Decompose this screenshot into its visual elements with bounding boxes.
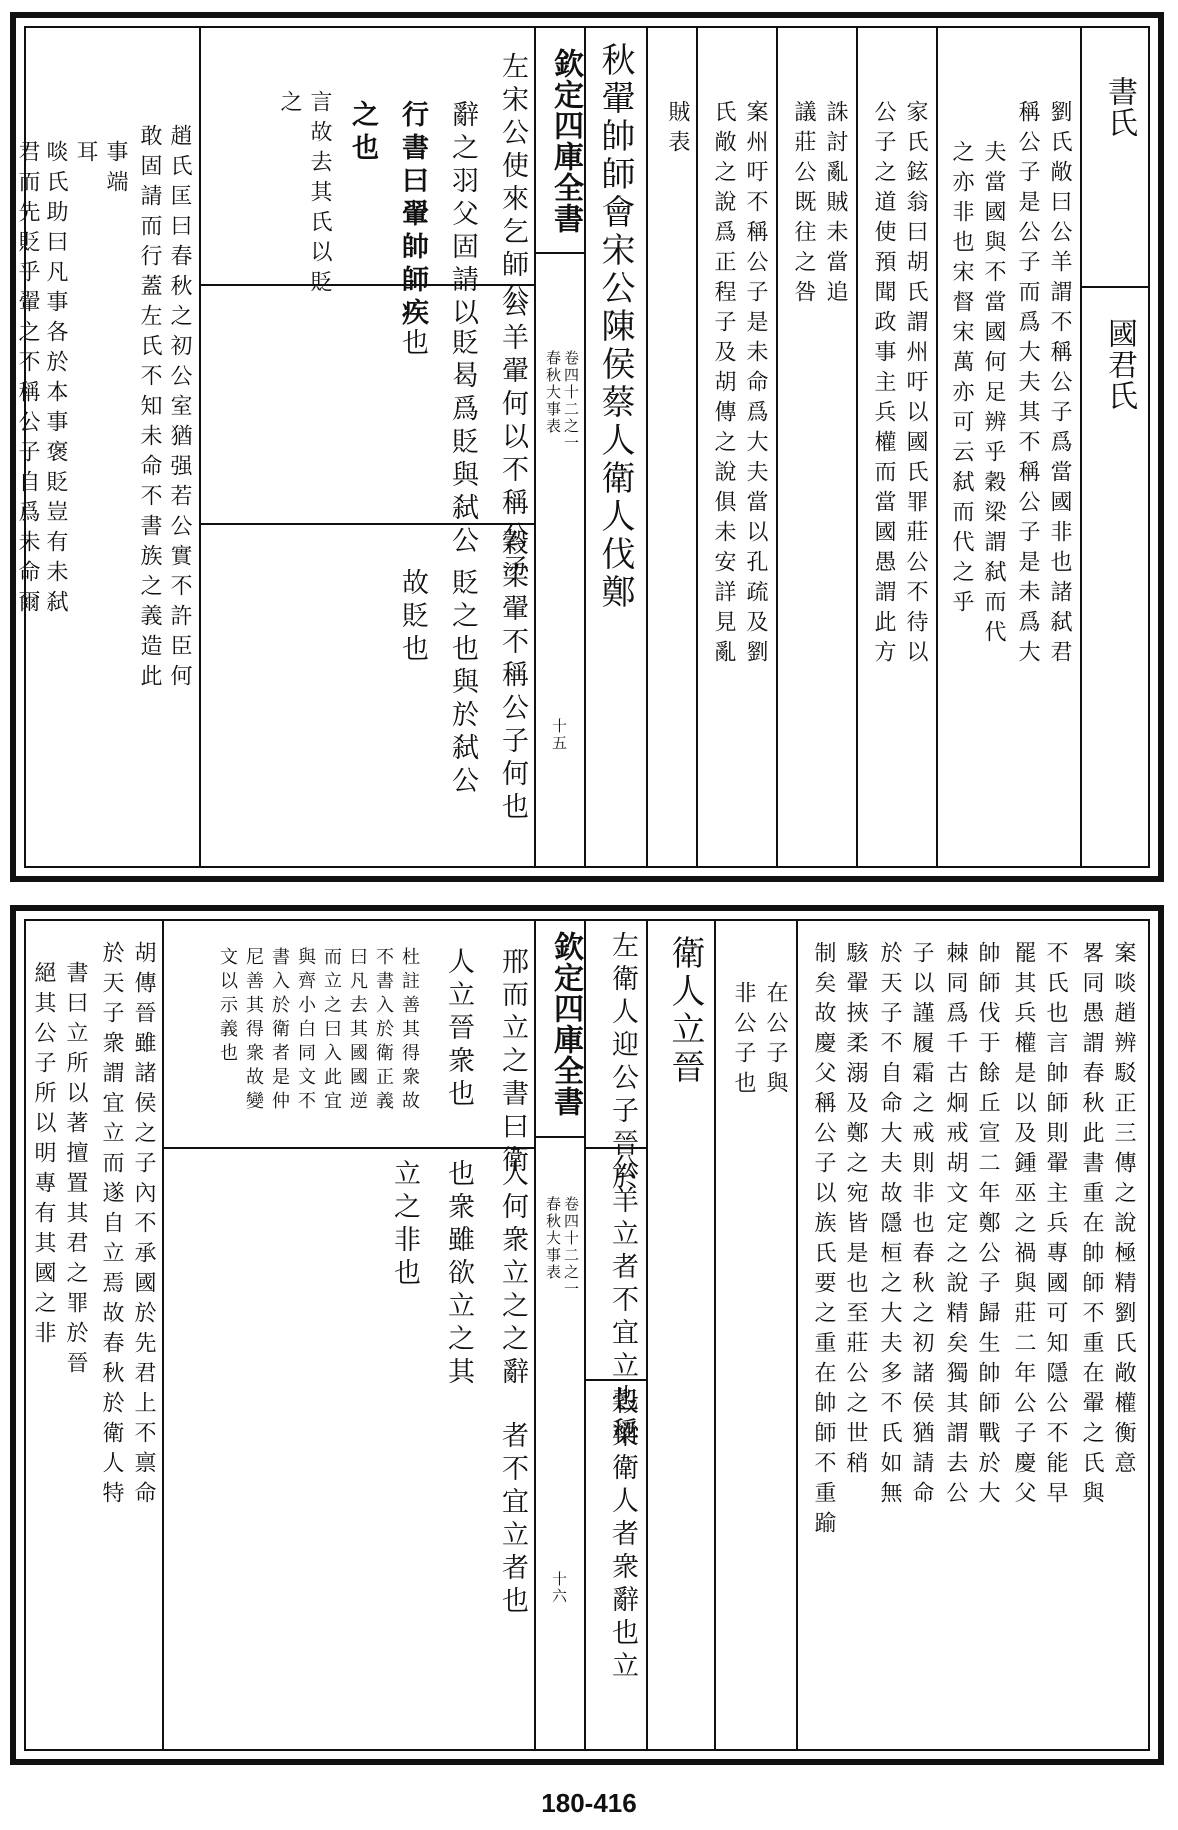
rule: [584, 921, 586, 1749]
page-number: 十五: [550, 718, 568, 752]
column-text: 之亦非也宋督宋萬亦可云弑而代之乎: [949, 140, 974, 620]
zuo-note: 杜註善其得衆故: [399, 947, 420, 1115]
column-text: 罷其兵權是以及鍾巫之禍與莊二年公子慶父: [1011, 941, 1036, 1511]
rule: [586, 1147, 648, 1149]
note-text: 君而先貶乎翬之不稱公子自爲未命爾: [15, 140, 40, 620]
note-text: 啖氏助曰凡事各於本事褒貶豈有未弑: [43, 140, 68, 620]
zuo-commentary: 左宋公使來乞師公: [497, 52, 528, 316]
rule: [696, 28, 698, 866]
zuo-note: 不書入於衛正義: [373, 947, 394, 1115]
rule: [534, 921, 536, 1749]
column-text: 不氏也言帥師則翬主兵專國可知隱公不能早: [1043, 941, 1068, 1511]
gongyang-commentary: 公羊翬何以不稱公子: [497, 290, 528, 587]
guliang-commentary: 故貶也: [397, 568, 428, 667]
column-text: 家氏鉉翁曰胡氏謂州吁以國氏罪莊公不待以: [903, 100, 928, 670]
column-text: 於天子不自命大夫故隱桓之大夫多不氏如無: [877, 941, 902, 1511]
rule: [646, 28, 648, 866]
gongyang-commentary: 人何衆立之之辭: [497, 1159, 528, 1390]
note-text: 趙氏匡曰春秋之初公室猶强若公實不許臣何: [167, 124, 192, 694]
column-text: 氏敞之說爲正程子及胡傳之說俱未安詳見亂: [711, 100, 736, 670]
rule: [584, 28, 586, 866]
column-text: 公子之道使預聞政事主兵權而當國愚謂此方: [871, 100, 896, 670]
gongyang-commentary: 也衆雖欲立之其: [443, 1159, 474, 1390]
page-frame: [15, 26, 1150, 868]
guliang-commentary: 穀梁衛人者衆辭也立: [607, 1387, 638, 1684]
running-head: 欽定四庫全書: [548, 931, 583, 1117]
rule: [1082, 286, 1148, 288]
gongyang-commentary: 貶曷爲貶與弑公: [447, 328, 478, 559]
column-text: 案啖趙辨駁正三傳之說極精劉氏敞權衡意: [1111, 941, 1136, 1481]
rule: [776, 28, 778, 866]
gongyang-commentary: 立之非也: [389, 1159, 420, 1291]
rule: [714, 921, 716, 1749]
zuo-note: 而立之曰入此宜: [321, 947, 342, 1115]
zuo-note: 尼善其得衆故變: [243, 947, 264, 1115]
column-text: 稱公子是公子而爲大夫其不稱公子是未爲大: [1015, 100, 1040, 670]
column-text: 在公子與: [763, 981, 788, 1101]
column-text: 駭翬挾柔溺及鄭之宛皆是也至莊公之世稍: [843, 941, 868, 1481]
rule: [936, 28, 938, 866]
page-lower: [10, 905, 1164, 1765]
guliang-commentary: 穀梁翬不稱公子何也: [497, 528, 528, 825]
entry-title: 衛人立晉: [665, 935, 705, 1087]
rule: [199, 28, 201, 866]
zuo-note: 曰凡去其國國逆: [347, 947, 368, 1115]
zuo-commentary: 人立晉衆也: [443, 947, 474, 1112]
zuo-commentary: 邢而立之書曰衛: [497, 947, 528, 1178]
page-footer: 180-416: [541, 1788, 637, 1818]
gongyang-commentary: 也: [397, 328, 428, 361]
page-frame: [24, 919, 1150, 1751]
rule: [796, 921, 798, 1749]
column-text: 帥師伐于餘丘宣二年鄭公子歸生帥師戰於大: [975, 941, 1000, 1511]
zuo-note: 文以示義也: [217, 947, 238, 1067]
zuo-note: 書入於衛者是仲: [269, 947, 290, 1115]
column-text: 案州吁不稱公子是未命爲大夫當以孔疏及劉: [743, 100, 768, 670]
fishtail: [536, 252, 586, 254]
note-text: 耳: [73, 140, 98, 170]
column-text: 劉氏敞曰公羊謂不稱公子爲當國非也諸弑君: [1047, 100, 1072, 670]
column-text: 棘同爲千古炯戒胡文定之說精矣獨其謂去公: [943, 941, 968, 1511]
column-text: 議莊公既往之咎: [791, 100, 816, 310]
note-text: 敢固請而行蓋左氏不知未命不書族之義造此: [137, 124, 162, 694]
note-text: 書曰立所以著擅置其君之罪於晉: [63, 961, 88, 1381]
section-label: 春秋大事表: [544, 350, 562, 435]
rule: [856, 28, 858, 866]
entry-title: 秋翬帥師會宋公陳侯蔡人衛人伐鄭: [595, 42, 635, 612]
column-text: 賊表: [665, 100, 690, 160]
volume-label: 卷四十二之一: [562, 350, 580, 452]
right-head-top: 書氏: [1102, 76, 1137, 138]
column-text: 畧同愚謂春秋此書重在帥師不重在翬之氏與: [1079, 941, 1104, 1511]
column-text: 夫當國與不當國何足辨乎穀梁謂弑而代: [981, 140, 1006, 650]
fishtail: [536, 1136, 586, 1138]
zuo-commentary: 行書曰翬帥師疾: [397, 100, 428, 331]
zuo-commentary: 左衛人迎公子晉於: [607, 931, 638, 1195]
rule: [646, 921, 648, 1749]
rule: [162, 921, 164, 1749]
rule: [201, 523, 536, 525]
note-text: 事端: [103, 140, 128, 200]
page-number: 十六: [550, 1571, 568, 1605]
zuo-commentary: 之也: [347, 100, 378, 166]
volume-label: 卷四十二之一: [562, 1196, 580, 1298]
zuo-note: 與齊小白同文不: [295, 947, 316, 1115]
note-text: 胡傳晉雖諸侯之子內不承國於先君上不禀命: [131, 941, 156, 1511]
right-head-bottom: 國君氏: [1102, 318, 1137, 411]
column-text: 非公子也: [731, 981, 756, 1101]
rule: [1080, 28, 1082, 866]
column-text: 誅討亂賊未當追: [823, 100, 848, 310]
page-upper: [10, 12, 1164, 882]
note-text: 於天子衆謂宜立而遂自立焉故春秋於衛人特: [99, 941, 124, 1511]
zuo-note: 言故去其氏以貶: [307, 90, 332, 300]
zuo-note: 之: [277, 90, 302, 120]
zuo-commentary: 辭之羽父固請以: [447, 100, 478, 331]
rule: [534, 28, 536, 866]
column-text: 子以謹履霜之戒則非也春秋之初諸侯猶請命: [909, 941, 934, 1511]
rule: [164, 1147, 536, 1149]
note-text: 絕其公子所以明專有其國之非: [31, 961, 56, 1351]
gongyang-commentary: 公羊立者不宜立也稱: [607, 1153, 638, 1450]
running-head: 欽定四庫全書: [548, 48, 583, 234]
column-text: 制矣故慶父稱公子以族氏要之重在帥師不重踰: [811, 941, 836, 1541]
section-label: 春秋大事表: [544, 1196, 562, 1281]
guliang-commentary: 者不宜立者也: [497, 1421, 528, 1619]
rule: [201, 284, 536, 286]
guliang-commentary: 貶之也與於弑公: [447, 568, 478, 799]
